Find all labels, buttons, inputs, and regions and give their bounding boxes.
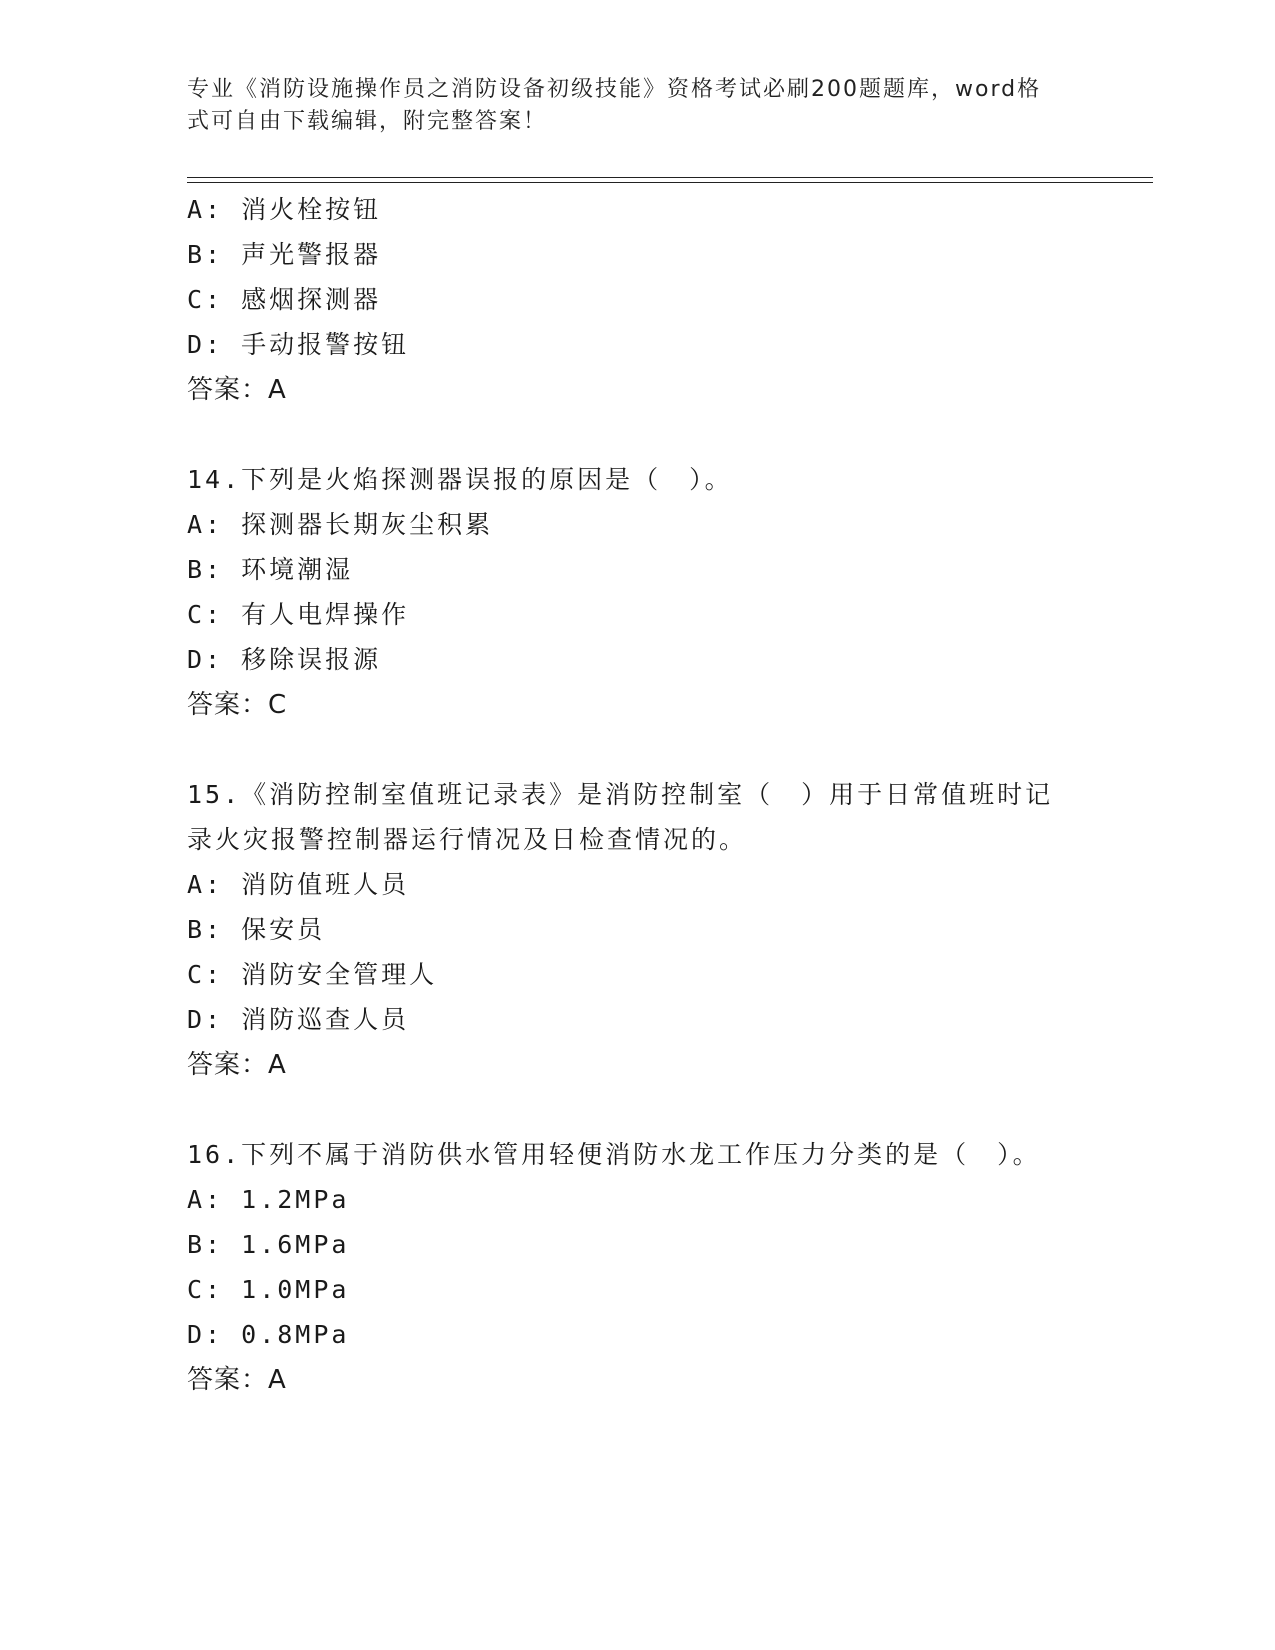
q15-answer: 答案：A: [187, 1050, 287, 1080]
q16-answer: 答案：A: [187, 1365, 287, 1395]
q13-option-a: A: 消火栓按钮: [187, 195, 382, 224]
q14-stem: 14.下列是火焰探测器误报的原因是（ ）。: [187, 465, 733, 494]
q16-option-c: C: 1.0MPa: [187, 1275, 350, 1304]
header-line-1: 专业《消防设施操作员之消防设备初级技能》资格考试必刷200题题库，word格: [187, 77, 1042, 102]
q16-stem: 16.下列不属于消防供水管用轻便消防水龙工作压力分类的是（ ）。: [187, 1140, 1041, 1169]
q15-option-c: C: 消防安全管理人: [187, 960, 438, 989]
q13-option-d: D: 手动报警按钮: [187, 330, 410, 359]
q14-option-b: B: 环境潮湿: [187, 555, 354, 584]
header-divider-top: [187, 177, 1153, 178]
q16-option-d: D: 0.8MPa: [187, 1320, 350, 1349]
q15-option-a: A: 消防值班人员: [187, 870, 410, 899]
header-divider-bottom: [187, 182, 1153, 183]
q15-option-b: B: 保安员: [187, 915, 326, 944]
q14-option-c: C: 有人电焊操作: [187, 600, 410, 629]
q15-stem-line-2: 录火灾报警控制器运行情况及日检查情况的。: [187, 825, 748, 854]
q15-option-d: D: 消防巡查人员: [187, 1005, 410, 1034]
q13-option-c: C: 感烟探测器: [187, 285, 382, 314]
q14-option-a: A: 探测器长期灰尘积累: [187, 510, 494, 539]
q16-option-a: A: 1.2MPa: [187, 1185, 350, 1214]
q16-option-b: B: 1.6MPa: [187, 1230, 350, 1259]
document-header: [187, 74, 1067, 138]
header-line-2: 式可自由下载编辑，附完整答案！: [187, 109, 548, 134]
q14-option-d: D: 移除误报源: [187, 645, 382, 674]
q15-stem-line-1: 15.《消防控制室值班记录表》是消防控制室（ ）用于日常值班时记: [187, 780, 1054, 809]
q14-answer: 答案：C: [187, 690, 288, 720]
q13-option-b: B: 声光警报器: [187, 240, 382, 269]
q13-answer: 答案：A: [187, 375, 287, 405]
